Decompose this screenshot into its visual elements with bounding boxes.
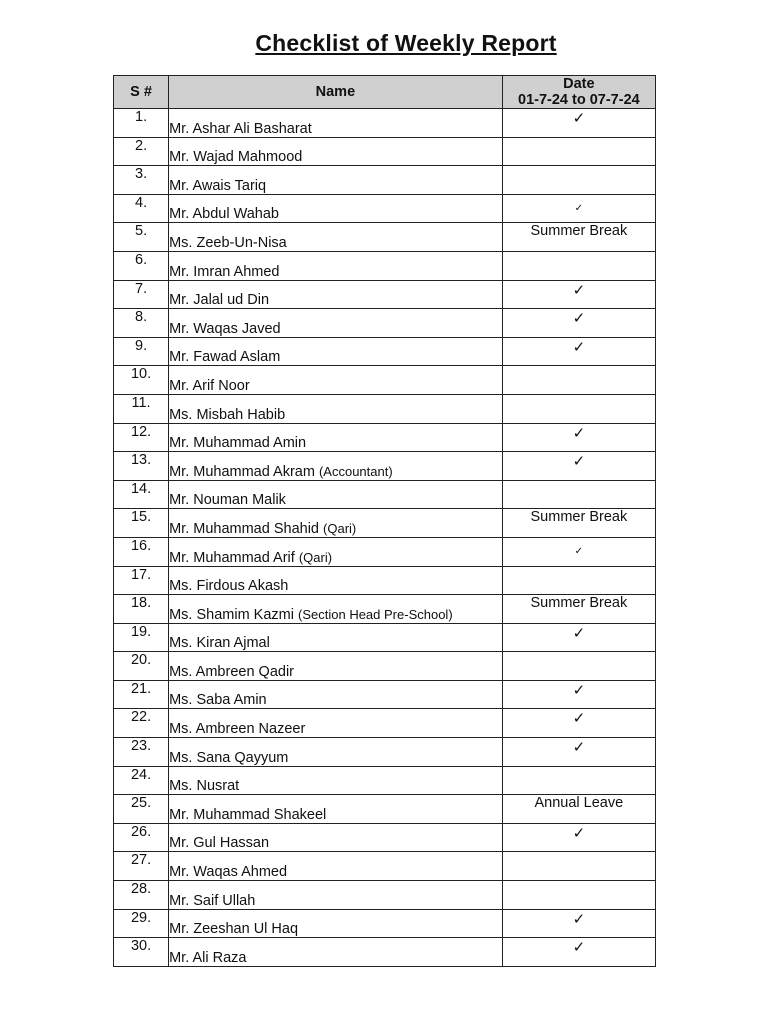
table-row [114, 480, 656, 509]
checkmark-icon: ✓ [572, 109, 586, 127]
row-serial-number: 21. [114, 680, 169, 709]
row-name-note: (Accountant) [318, 463, 393, 479]
row-status-cell [502, 280, 655, 309]
row-name: Ms. Ambreen Qadir [169, 663, 295, 680]
row-name: Mr. Jalal ud Din [169, 292, 270, 309]
table-row [114, 223, 656, 252]
row-status-text: Annual Leave [534, 795, 624, 812]
table-row [114, 795, 656, 824]
row-serial-number: 23. [114, 738, 169, 767]
row-name-cell [169, 595, 503, 624]
row-name: Ms. Ambreen Nazeer [169, 721, 306, 738]
row-serial-number: 8. [114, 309, 169, 338]
row-name: Mr. Nouman Malik [169, 492, 286, 509]
row-name: Mr. Wajad Mahmood [169, 149, 303, 166]
row-name-cell [169, 795, 503, 824]
table-row [114, 337, 656, 366]
weekly-report-table [113, 75, 656, 967]
row-name: Mr. Waqas Ahmed [169, 864, 288, 881]
row-status-text: Summer Break [530, 509, 628, 526]
row-status-cell [502, 137, 655, 166]
row-name-cell [169, 537, 503, 566]
checkmark-icon: ✓ [572, 823, 586, 842]
row-name: Mr. Muhammad Shakeel [169, 806, 327, 823]
row-status-cell [502, 194, 655, 223]
header-date-label: Date [563, 76, 595, 92]
row-serial-number: 1. [114, 109, 169, 138]
row-name-cell [169, 823, 503, 852]
checkmark-small-icon: ✓ [574, 202, 584, 214]
row-name: Mr. Ali Raza [169, 949, 247, 966]
row-name-cell [169, 280, 503, 309]
header-date-range: 01-7-24 to 07-7-24 [518, 92, 640, 108]
row-serial-number: 24. [114, 766, 169, 795]
checkmark-icon: ✓ [572, 452, 586, 471]
row-serial-number: 22. [114, 709, 169, 738]
row-name: Mr. Waqas Javed [169, 320, 281, 337]
row-name-cell [169, 394, 503, 423]
table-row [114, 537, 656, 566]
row-status-cell [502, 709, 655, 738]
row-serial-number: 6. [114, 251, 169, 280]
row-name-cell [169, 623, 503, 652]
row-name-cell [169, 566, 503, 595]
header-serial-number: S # [114, 76, 169, 109]
table-row [114, 738, 656, 767]
table-row [114, 394, 656, 423]
row-name-cell [169, 452, 503, 481]
row-name-cell [169, 423, 503, 452]
row-status-cell [502, 566, 655, 595]
table-row [114, 852, 656, 881]
row-name: Mr. Muhammad Amin [169, 435, 307, 452]
row-name-cell [169, 766, 503, 795]
header-date [502, 76, 655, 109]
row-name-cell [169, 938, 503, 967]
table-row [114, 652, 656, 681]
row-serial-number: 25. [114, 795, 169, 824]
table-row [114, 823, 656, 852]
checkmark-icon: ✓ [572, 423, 586, 442]
row-name-note: (Qari) [298, 549, 333, 565]
row-serial-number: 20. [114, 652, 169, 681]
row-status-cell [502, 251, 655, 280]
table-row [114, 366, 656, 395]
row-name: Mr. Arif Noor [169, 377, 250, 394]
table-row [114, 509, 656, 538]
table-row [114, 909, 656, 938]
row-name: Mr. Awais Tariq [169, 177, 267, 194]
row-status-cell [502, 766, 655, 795]
row-name: Ms. Misbah Habib [169, 406, 286, 423]
checkmark-icon: ✓ [572, 680, 586, 699]
table-row [114, 452, 656, 481]
table-row [114, 109, 656, 138]
row-status-cell [502, 366, 655, 395]
table-row [114, 938, 656, 967]
row-name: Ms. Zeeb-Un-Nisa [169, 234, 287, 251]
table-body [114, 109, 656, 967]
row-serial-number: 5. [114, 223, 169, 252]
row-serial-number: 10. [114, 366, 169, 395]
row-serial-number: 12. [114, 423, 169, 452]
table-row [114, 194, 656, 223]
document-title: Checklist of Weekly Report [255, 30, 557, 56]
row-serial-number: 16. [114, 537, 169, 566]
table-row [114, 766, 656, 795]
row-status-cell [502, 623, 655, 652]
table-row [114, 309, 656, 338]
row-serial-number: 15. [114, 509, 169, 538]
checkmark-icon: ✓ [572, 623, 586, 642]
row-status-cell [502, 938, 655, 967]
checkmark-small-icon: ✓ [574, 545, 584, 557]
row-serial-number: 27. [114, 852, 169, 881]
row-status-cell [502, 652, 655, 681]
row-status-cell [502, 480, 655, 509]
row-status-cell [502, 223, 655, 252]
row-name-cell [169, 738, 503, 767]
row-name-cell [169, 251, 503, 280]
row-status-text: Summer Break [530, 595, 628, 612]
header-name: Name [169, 76, 503, 109]
checkmark-icon: ✓ [572, 337, 586, 356]
table-row [114, 709, 656, 738]
row-serial-number: 14. [114, 480, 169, 509]
row-name-cell [169, 709, 503, 738]
table-row [114, 280, 656, 309]
table-row [114, 680, 656, 709]
checkmark-icon: ✓ [572, 909, 586, 928]
checkmark-icon: ✓ [572, 738, 586, 757]
row-serial-number: 11. [114, 394, 169, 423]
row-serial-number: 13. [114, 452, 169, 481]
row-name: Mr. Saif Ullah [169, 892, 256, 909]
row-status-cell [502, 423, 655, 452]
row-name-note: (Qari) [323, 520, 357, 536]
row-name-cell [169, 109, 503, 138]
checkmark-icon: ✓ [572, 280, 586, 299]
row-status-cell [502, 337, 655, 366]
table-row [114, 595, 656, 624]
row-name-cell [169, 194, 503, 223]
row-status-text: Summer Break [530, 223, 628, 240]
row-status-cell [502, 452, 655, 481]
table-row [114, 423, 656, 452]
row-name: Ms. Nusrat [169, 778, 240, 795]
table-row [114, 881, 656, 910]
row-name: Ms. Shamim Kazmi [169, 606, 294, 623]
row-name-cell [169, 337, 503, 366]
row-name-cell [169, 366, 503, 395]
row-name: Ms. Kiran Ajmal [169, 635, 270, 652]
row-status-cell [502, 109, 655, 138]
row-serial-number: 19. [114, 623, 169, 652]
row-name: Mr. Muhammad Akram [169, 463, 315, 480]
row-name-cell [169, 852, 503, 881]
row-name: Mr. Zeeshan Ul Haq [169, 921, 299, 938]
row-status-cell [502, 309, 655, 338]
row-name-cell [169, 223, 503, 252]
row-serial-number: 29. [114, 909, 169, 938]
row-name-note: (Section Head Pre-School) [298, 606, 453, 622]
row-name: Mr. Abdul Wahab [169, 206, 279, 223]
row-serial-number: 17. [114, 566, 169, 595]
row-status-cell [502, 795, 655, 824]
row-name-cell [169, 909, 503, 938]
row-name: Ms. Firdous Akash [169, 578, 289, 595]
row-status-cell [502, 595, 655, 624]
row-name-cell [169, 480, 503, 509]
row-name-cell [169, 166, 503, 195]
row-name: Mr. Muhammad Arif [169, 549, 295, 566]
row-serial-number: 4. [114, 194, 169, 223]
checkmark-icon: ✓ [572, 938, 586, 957]
table-row [114, 166, 656, 195]
row-status-cell [502, 881, 655, 910]
row-name-cell [169, 309, 503, 338]
row-name-cell [169, 680, 503, 709]
row-serial-number: 18. [114, 595, 169, 624]
row-name: Mr. Ashar Ali Basharat [169, 120, 312, 137]
row-serial-number: 30. [114, 938, 169, 967]
row-serial-number: 7. [114, 280, 169, 309]
row-serial-number: 2. [114, 137, 169, 166]
checkmark-icon: ✓ [572, 309, 586, 328]
checkmark-icon: ✓ [572, 709, 586, 728]
row-status-cell [502, 166, 655, 195]
row-name: Ms. Saba Amin [169, 692, 267, 709]
row-name-cell [169, 137, 503, 166]
row-serial-number: 26. [114, 823, 169, 852]
table-row [114, 566, 656, 595]
row-serial-number: 3. [114, 166, 169, 195]
row-name: Ms. Sana Qayyum [169, 749, 289, 766]
row-name: Mr. Gul Hassan [169, 835, 270, 852]
row-status-cell [502, 852, 655, 881]
row-name-cell [169, 881, 503, 910]
row-serial-number: 9. [114, 337, 169, 366]
row-name-cell [169, 652, 503, 681]
row-status-cell [502, 509, 655, 538]
row-name: Mr. Imran Ahmed [169, 263, 280, 280]
table-header-row [114, 76, 656, 109]
row-name: Mr. Fawad Aslam [169, 349, 281, 366]
row-serial-number: 28. [114, 881, 169, 910]
row-name-cell [169, 509, 503, 538]
row-status-cell [502, 537, 655, 566]
row-status-cell [502, 394, 655, 423]
table-row [114, 251, 656, 280]
row-status-cell [502, 823, 655, 852]
row-status-cell [502, 909, 655, 938]
row-status-cell [502, 680, 655, 709]
table-row [114, 137, 656, 166]
row-name: Mr. Muhammad Shahid [169, 520, 319, 537]
table-row [114, 623, 656, 652]
row-status-cell [502, 738, 655, 767]
